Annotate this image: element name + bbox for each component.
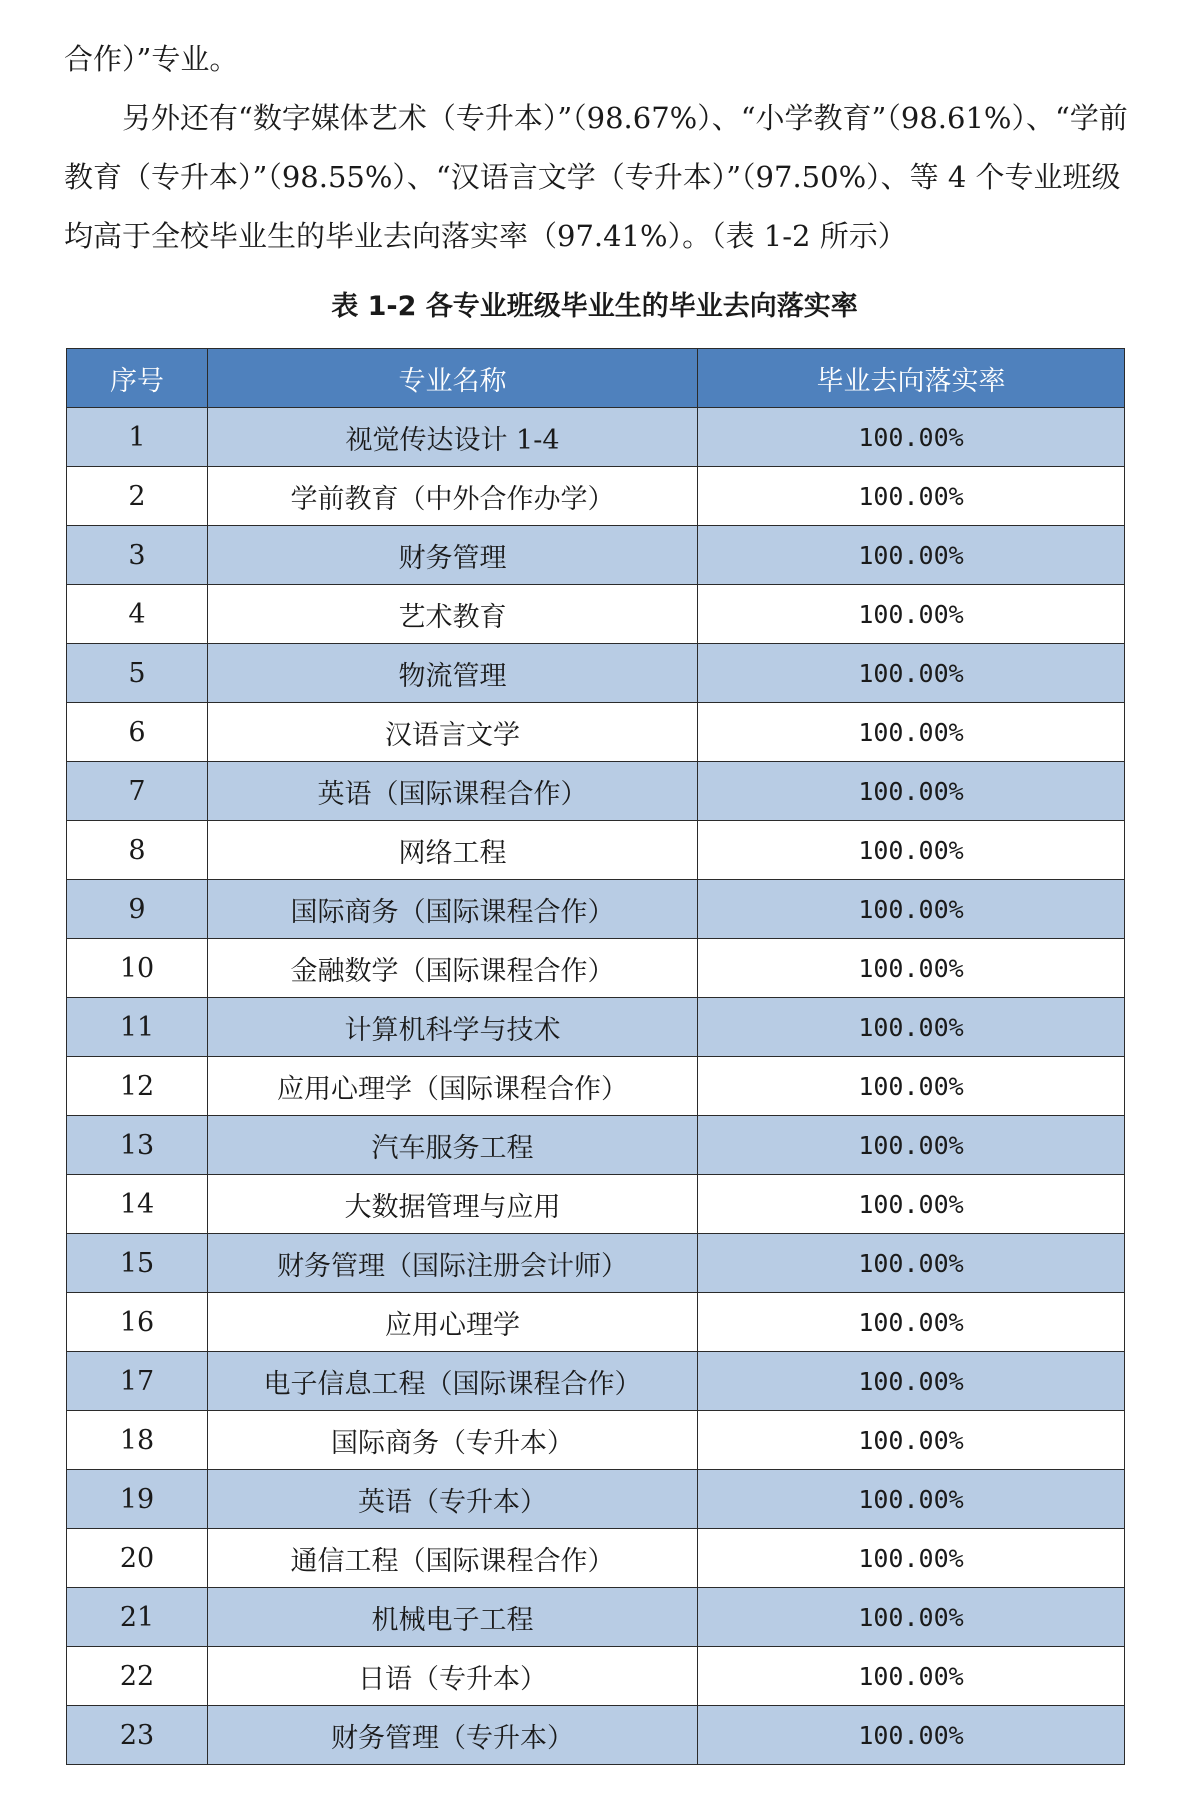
row-rate-cell: 100.00% xyxy=(698,526,1125,585)
row-index-cell: 12 xyxy=(67,1057,208,1116)
row-index-cell: 9 xyxy=(67,880,208,939)
table-row xyxy=(67,703,1125,762)
paragraph-continuation: 合作）”专业。 xyxy=(64,42,239,76)
row-major-cell: 财务管理（专升本） xyxy=(208,1706,698,1765)
row-major-cell: 艺术教育 xyxy=(208,585,698,644)
row-index-cell: 4 xyxy=(67,585,208,644)
row-index-cell: 3 xyxy=(67,526,208,585)
row-index-cell: 19 xyxy=(67,1470,208,1529)
row-major-cell: 汉语言文学 xyxy=(208,703,698,762)
row-index-cell: 13 xyxy=(67,1116,208,1175)
row-rate-cell: 100.00% xyxy=(698,998,1125,1057)
table-row xyxy=(67,1352,1125,1411)
row-rate-cell: 100.00% xyxy=(698,1234,1125,1293)
row-major-cell: 电子信息工程（国际课程合作） xyxy=(208,1352,698,1411)
table-row xyxy=(67,821,1125,880)
row-index-cell: 11 xyxy=(67,998,208,1057)
table-body xyxy=(67,408,1125,1765)
row-rate-cell: 100.00% xyxy=(698,467,1125,526)
row-rate-cell: 100.00% xyxy=(698,703,1125,762)
table-row xyxy=(67,1529,1125,1588)
row-index-cell: 8 xyxy=(67,821,208,880)
row-major-cell: 视觉传达设计 1-4 xyxy=(208,408,698,467)
row-major-cell: 英语（国际课程合作） xyxy=(208,762,698,821)
row-rate-cell: 100.00% xyxy=(698,1352,1125,1411)
row-major-cell: 机械电子工程 xyxy=(208,1588,698,1647)
table-row xyxy=(67,1411,1125,1470)
row-rate-cell: 100.00% xyxy=(698,1588,1125,1647)
row-rate-cell: 100.00% xyxy=(698,1116,1125,1175)
table-row xyxy=(67,585,1125,644)
table-row xyxy=(67,644,1125,703)
row-major-cell: 国际商务（专升本） xyxy=(208,1411,698,1470)
row-index-cell: 23 xyxy=(67,1706,208,1765)
row-index-cell: 7 xyxy=(67,762,208,821)
row-rate-cell: 100.00% xyxy=(698,585,1125,644)
row-index-cell: 18 xyxy=(67,1411,208,1470)
row-rate-cell: 100.00% xyxy=(698,1293,1125,1352)
row-index-cell: 5 xyxy=(67,644,208,703)
table-row xyxy=(67,880,1125,939)
row-major-cell: 财务管理 xyxy=(208,526,698,585)
row-index-cell: 14 xyxy=(67,1175,208,1234)
row-major-cell: 财务管理（国际注册会计师） xyxy=(208,1234,698,1293)
row-major-cell: 大数据管理与应用 xyxy=(208,1175,698,1234)
row-major-cell: 英语（专升本） xyxy=(208,1470,698,1529)
row-rate-cell: 100.00% xyxy=(698,1706,1125,1765)
row-major-cell: 金融数学（国际课程合作） xyxy=(208,939,698,998)
row-index-cell: 6 xyxy=(67,703,208,762)
row-rate-cell: 100.00% xyxy=(698,939,1125,998)
row-rate-cell: 100.00% xyxy=(698,644,1125,703)
row-rate-cell: 100.00% xyxy=(698,1470,1125,1529)
row-index-cell: 21 xyxy=(67,1588,208,1647)
row-index-cell: 22 xyxy=(67,1647,208,1706)
table-row xyxy=(67,1470,1125,1529)
header-index: 序号 xyxy=(67,349,208,408)
row-rate-cell: 100.00% xyxy=(698,1057,1125,1116)
table-row xyxy=(67,1057,1125,1116)
row-major-cell: 国际商务（国际课程合作） xyxy=(208,880,698,939)
row-rate-cell: 100.00% xyxy=(698,1175,1125,1234)
row-major-cell: 计算机科学与技术 xyxy=(208,998,698,1057)
row-index-cell: 16 xyxy=(67,1293,208,1352)
row-rate-cell: 100.00% xyxy=(698,408,1125,467)
header-major: 专业名称 xyxy=(208,349,698,408)
row-rate-cell: 100.00% xyxy=(698,1647,1125,1706)
table-row xyxy=(67,998,1125,1057)
row-major-cell: 物流管理 xyxy=(208,644,698,703)
table-row xyxy=(67,762,1125,821)
table-row xyxy=(67,526,1125,585)
row-index-cell: 1 xyxy=(67,408,208,467)
table-row xyxy=(67,939,1125,998)
row-major-cell: 通信工程（国际课程合作） xyxy=(208,1529,698,1588)
row-major-cell: 应用心理学 xyxy=(208,1293,698,1352)
row-rate-cell: 100.00% xyxy=(698,880,1125,939)
row-rate-cell: 100.00% xyxy=(698,1529,1125,1588)
table-row xyxy=(67,1116,1125,1175)
header-rate: 毕业去向落实率 xyxy=(698,349,1125,408)
table-caption: 表 1-2 各专业班级毕业生的毕业去向落实率 xyxy=(331,291,858,322)
table-row xyxy=(67,1293,1125,1352)
row-rate-cell: 100.00% xyxy=(698,821,1125,880)
row-rate-cell: 100.00% xyxy=(698,762,1125,821)
table-row xyxy=(67,1234,1125,1293)
table-row xyxy=(67,1706,1125,1765)
table-header-row xyxy=(67,349,1125,408)
row-index-cell: 2 xyxy=(67,467,208,526)
row-index-cell: 17 xyxy=(67,1352,208,1411)
row-index-cell: 10 xyxy=(67,939,208,998)
row-major-cell: 汽车服务工程 xyxy=(208,1116,698,1175)
row-major-cell: 学前教育（中外合作办学） xyxy=(208,467,698,526)
table-row xyxy=(67,408,1125,467)
row-rate-cell: 100.00% xyxy=(698,1411,1125,1470)
table-row xyxy=(67,1647,1125,1706)
major-rate-table xyxy=(66,348,1125,1765)
table-row xyxy=(67,467,1125,526)
table-row xyxy=(67,1588,1125,1647)
paragraph-summary: 另外还有“数字媒体艺术（专升本）”（98.67%）、“小学教育”（98.61%）、“学前教育（专升本）”（98.55%）、“汉语言文学（专升本）”（97.50%）、等 4 个专业班级均高于全校毕业生的毕业去向落实率（97.41%）。（表 1-2 所示） xyxy=(64,101,1128,253)
table-row xyxy=(67,1175,1125,1234)
row-index-cell: 15 xyxy=(67,1234,208,1293)
row-major-cell: 网络工程 xyxy=(208,821,698,880)
row-major-cell: 应用心理学（国际课程合作） xyxy=(208,1057,698,1116)
row-major-cell: 日语（专升本） xyxy=(208,1647,698,1706)
row-index-cell: 20 xyxy=(67,1529,208,1588)
